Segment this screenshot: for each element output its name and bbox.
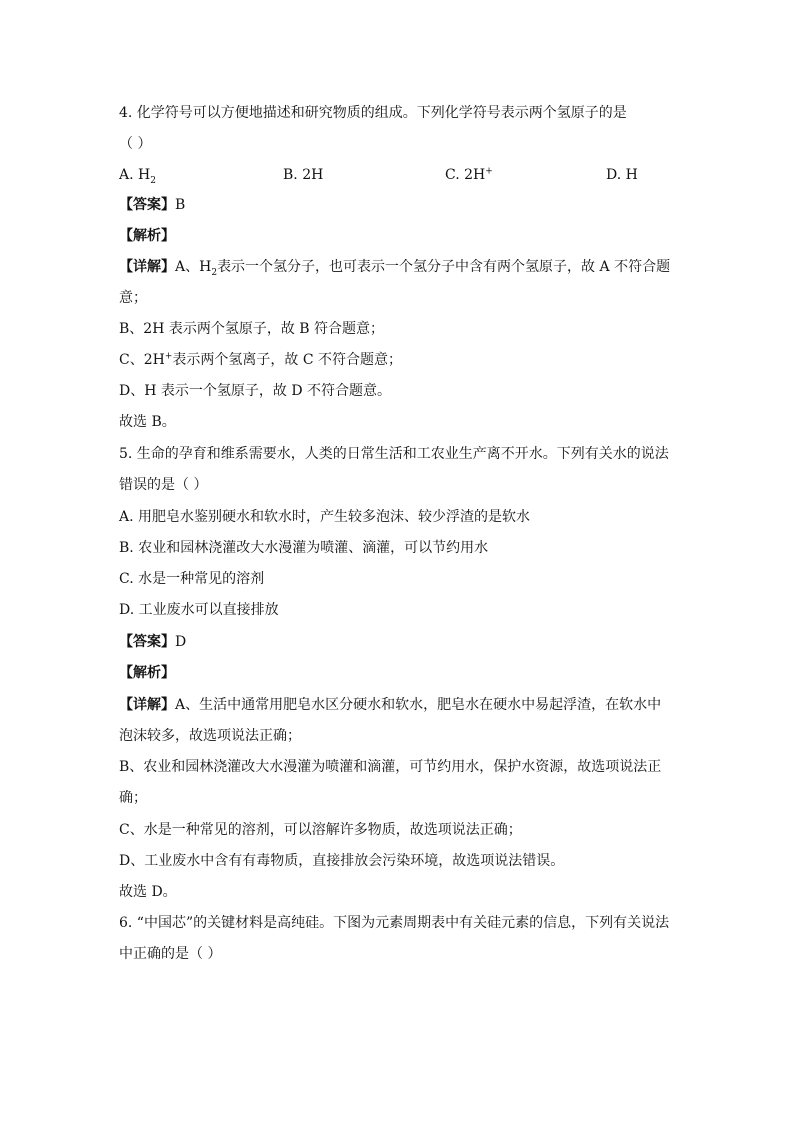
q4-option-a: A. $H_2$ [119,167,156,186]
q4-detail-line3: B、2H 表示两个氢原子，故 B 符合题意； [119,321,385,337]
q4-detail-line4: C、2H+表示两个氢离子，故 C 不符合题意； [119,351,402,368]
q4-answer: 【答案】B [119,197,186,213]
q5-option-b: B. 农业和园林浇灌改大水漫灌为喷灌、滴灌，可以节约用水 [119,540,489,556]
q4-detail-line2: 意； [119,290,147,306]
q5-option-d: D. 工业废水可以直接排放 [119,602,279,618]
q4-analysis-label: 【解析】 [119,228,175,244]
q5-detail-line6: D、工业废水中含有有毒物质，直接排放会污染环境，故选项说法错误。 [119,853,565,869]
q6-stem-line2: 中正确的是（ ） [119,946,222,962]
q6-stem-line1: 6. “中国芯”的关键材料是高纯硅。下图为元素周期表中有关硅元素的信息，下列有关说法 [119,915,670,931]
q4-option-b: B. 2H [283,167,324,183]
q4-detail-line5: D、H 表示一个氢原子，故 D 不符合题意。 [119,383,392,399]
q4-option-c: C. 2H+ [445,166,493,183]
q5-stem-line2: 错误的是（ ） [119,477,208,493]
q5-answer: 【答案】D [119,634,187,650]
q5-detail-line4: 确； [119,790,147,806]
q5-stem-line1: 5. 生命的孕育和维系需要水，人类的日常生活和工农业生产离不开水。下列有关水的说法 [119,446,669,462]
q5-detail-line3: B、农业和园林浇灌改大水漫灌为喷灌和滴灌，可节约用水，保护水资源，故选项说法正 [119,759,662,775]
q5-conclusion: 故选 D。 [119,884,177,900]
q4-option-d: D. H [606,167,638,183]
q5-option-a: A. 用肥皂水鉴别硬水和软水时，产生较多泡沫、较少浮渣的是软水 [119,509,531,525]
q5-detail-line5: C、水是一种常见的溶剂，可以溶解许多物质，故选项说法正确； [119,822,522,838]
q4-stem-line2: （ ） [119,136,152,152]
q4-conclusion: 故选 B。 [119,414,176,430]
q5-option-c: C. 水是一种常见的溶剂 [119,571,265,587]
q5-analysis-label: 【解析】 [119,665,175,681]
q5-detail-line1: 【详解】A、生活中通常用肥皂水区分硬水和软水，肥皂水在硬水中易起浮渣，在软水中 [119,697,662,713]
q4-detail-line1: 【详解】A、$H_2$表示一个氢分子，也可表示一个氢分子中含有两个氢原子，故 A 不符合题 [119,259,671,278]
q5-detail-line2: 泡沫较多，故选项说法正确； [119,728,301,744]
q4-stem-line1: 4. 化学符号可以方便地描述和研究物质的组成。下列化学符号表示两个氢原子的是 [119,105,627,121]
